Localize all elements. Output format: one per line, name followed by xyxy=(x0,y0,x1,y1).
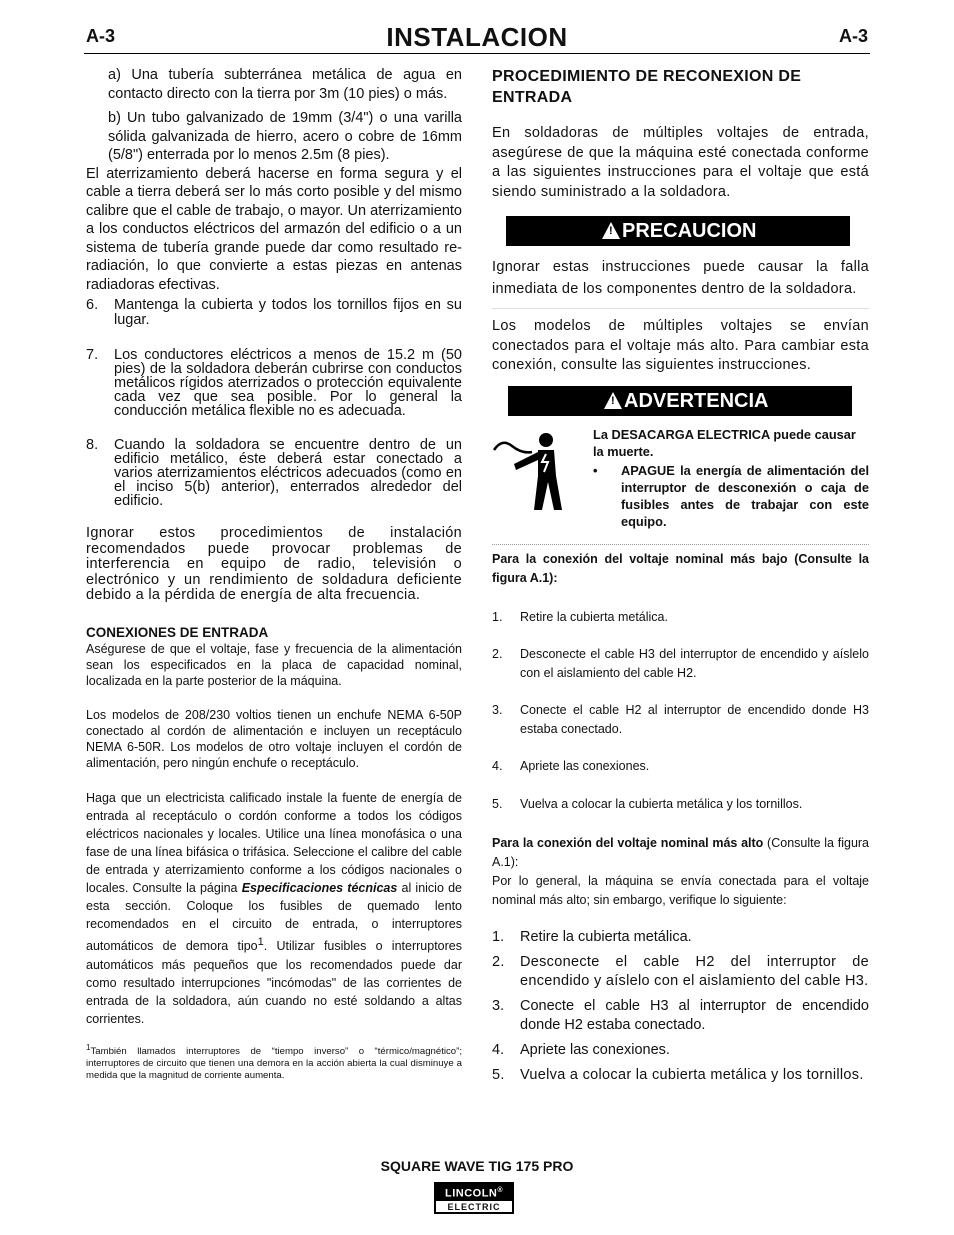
high-voltage-intro: Por lo general, la máquina se envía conectada para el voltaje nominal más alto; sin embargo, verifique lo siguiente: xyxy=(492,873,869,907)
high-voltage-title: Para la conexión del voltaje nominal más alto (Consulte la figura A.1): xyxy=(492,835,870,869)
page-title: INSTALACION xyxy=(386,22,568,52)
list-item: 3. Conecte el cable H2 al interruptor de encendido donde H3 estaba conectado. xyxy=(492,702,869,736)
list-item xyxy=(86,298,462,328)
list-item: 1. Retire la cubierta metálica. xyxy=(492,609,668,624)
list-number: 6. xyxy=(86,297,99,313)
warning-text-block xyxy=(593,426,869,530)
right-column xyxy=(492,66,869,1085)
conexiones-paragraph-2: Los modelos de 208/230 voltios tienen un enchufe NEMA 6-50P conectado al cordón de alimentación e incluyen un receptáculo NEMA 6-50R. Los modelos de otro voltaje incluyen el cordón de alimentación, pero ningún enchufe o receptáculo. xyxy=(86,707,462,770)
warning-triangle-icon: ! xyxy=(604,392,622,409)
page-code-left: A-3 xyxy=(86,26,116,46)
list-item: 1. Retire la cubierta metálica. xyxy=(492,928,692,945)
warning-headline: La DESACARGA ELECTRICA puede causar la muerte. xyxy=(593,426,856,459)
ground-item-b: b) Un tubo galvanizado de 19mm (3/4") o una varilla sólida galvanizada de hierro, acero o cobre de 16mm (5/8") enterrada por lo menos 2.5m (8 pies). xyxy=(108,110,462,163)
caution-banner xyxy=(506,216,850,246)
bullet-icon: • xyxy=(593,462,598,478)
footnote-ref: 1 xyxy=(257,936,264,949)
low-voltage-title: Para la conexión del voltaje nominal más bajo (Consulte la figura A.1): xyxy=(492,551,869,585)
warning-triangle-icon: ! xyxy=(602,222,620,239)
list-item: 5. Vuelva a colocar la cubierta metálica y los tornillos. xyxy=(492,1066,864,1083)
list-item: 5. Vuelva a colocar la cubierta metálica y los tornillos. xyxy=(492,796,803,811)
ignore-paragraph: Ignorar estos procedimientos de instalación recomendados puede provocar problemas de interferencia en equipo de radio, televisión o electrónico y un rendimiento de soldadura deficiente debido a la pérdida de energía de alta frecuencia. xyxy=(86,525,462,603)
list-item xyxy=(86,438,462,508)
list-number: 7. xyxy=(86,347,99,363)
list-number: 8. xyxy=(86,437,99,453)
left-column xyxy=(86,66,462,1082)
section-title: PROCEDIMIENTO DE RECONEXION DE ENTRADA xyxy=(492,68,802,106)
list-item: 2. Desconecte el cable H3 del interruptor de encendido y aíslelo con el aislamiento del cable H2. xyxy=(492,646,869,680)
specs-reference: Especificaciones técnicas xyxy=(241,880,398,895)
list-text: Los conductores eléctricos a menos de 15.2 m (50 pies) de la soldadora deberán cubrirse con conductos metálicos rígidos aterrizados o protección equivalente cada vez que sea posible. Por lo general la conducción metálica flexible no es adecuada. xyxy=(114,347,462,419)
lincoln-electric-logo xyxy=(434,1182,514,1214)
list-item xyxy=(86,348,462,418)
list-item: 4. Apriete las conexiones. xyxy=(492,1041,670,1058)
caution-text: Ignorar estas instrucciones puede causar la falla inmediata de los componentes dentro de la soldadora. xyxy=(492,259,869,297)
list-item: 2. Desconecte el cable H2 del interruptor de encendido y aíslelo con el aislamiento del cable H3. xyxy=(492,953,869,989)
header-rule xyxy=(84,53,870,54)
footnote: $^1$También llamados interruptores de “tiempo inverso” o “térmico/magnético”; interruptores de circuito que tienen una demora en la acción abierta la cual disminuye a medida que la magnitud de corriente aumenta. xyxy=(86,1042,462,1082)
warning-label: ADVERTENCIA xyxy=(624,389,769,412)
page-code-right: A-3 xyxy=(838,26,868,46)
electric-shock-warning xyxy=(492,426,869,538)
list-item: 3. Conecte el cable H3 al interruptor de encendido donde H2 estaba conectado. xyxy=(492,997,869,1033)
list-text: Cuando la soldadora se encuentre dentro de un edificio metálico, éste deberá estar conectado a varios aterrizamientos eléctricos adecuados (como en el inciso 5(b) anterior), enterrados alrededor del edificio. xyxy=(114,437,462,509)
grounding-paragraph: El aterrizamiento deberá hacerse en forma segura y el cable a tierra deberá ser lo más corto posible y del mismo calibre que el cable de trabajo, o mayor. Un aterrizamiento a los conductos eléctricos del armazón del edificio o a un sistema de tubería grande puede dar como resultado re-radiación, lo que convierte a estas piezas en antenas radiadoras efectivas. xyxy=(86,165,462,293)
logo-bottom: ELECTRIC xyxy=(447,1201,501,1212)
electrician-paragraph: Haga que un electricista calificado instale la fuente de energía de entrada al receptáculo o cordón conforme a todos los códigos eléctricos nacionales y locales. Utilice una línea monofásica o una fase de una línea bifásica o trifásica. Seleccione el calibre del cable de entrada y aterrizamiento conforme a los códigos nacionales o locales. Consulte la página Especificaciones técnicas al inicio de esta sección. Coloque los fusibles de quemado lento recomendados en el circuito de entrada, o interruptores automáticos de demora tipo$^1$. Utilizar fusibles o interruptores automáticos más pequeños que los recomendados puede dar como resultado interrupciones "incómodas" de las corrientes de entrada de la soldadora, aún cuando no esté soldando a altas corrientes. xyxy=(86,790,462,1026)
models-paragraph: Los modelos de múltiples voltajes se envían conectados para el voltaje más alto. Para cambiar esta conexión, consulte las siguientes instrucciones. xyxy=(492,318,869,373)
list-text: Mantenga la cubierta y todos los tornillos fijos en su lugar. xyxy=(114,297,462,328)
conexiones-title: CONEXIONES DE ENTRADA xyxy=(86,624,269,640)
product-name: SQUARE WAVE TIG 175 PRO xyxy=(380,1158,574,1174)
conexiones-paragraph-1: Aségurese de que el voltaje, fase y frecuencia de la alimentación sean los especificados en la placa de capacidad nominal, localizada en la parte posterior de la máquina. xyxy=(86,641,462,688)
warning-bullet: • APAGUE la energía de alimentación del interruptor de desconexión o caja de fusibles antes de trabajar con este equipo. xyxy=(593,462,869,529)
intro-paragraph: En soldadoras de múltiples voltajes de entrada, asegúrese de que la máquina esté conectada conforme a las siguientes instrucciones para el voltaje que está siendo suministrado a la soldadora. xyxy=(492,125,869,200)
logo-top: LINCOLN® xyxy=(436,1184,512,1201)
warning-banner xyxy=(508,386,852,416)
list-item: 4. Apriete las conexiones. xyxy=(492,758,650,773)
ground-item-a: a) Una tubería subterránea metálica de agua en contacto directo con la tierra por 3m (10 pies) o más. xyxy=(108,67,462,102)
footnote-mark: 1 xyxy=(86,1042,91,1052)
caution-label: PRECAUCION xyxy=(622,220,757,242)
electric-shock-icon xyxy=(492,430,582,520)
